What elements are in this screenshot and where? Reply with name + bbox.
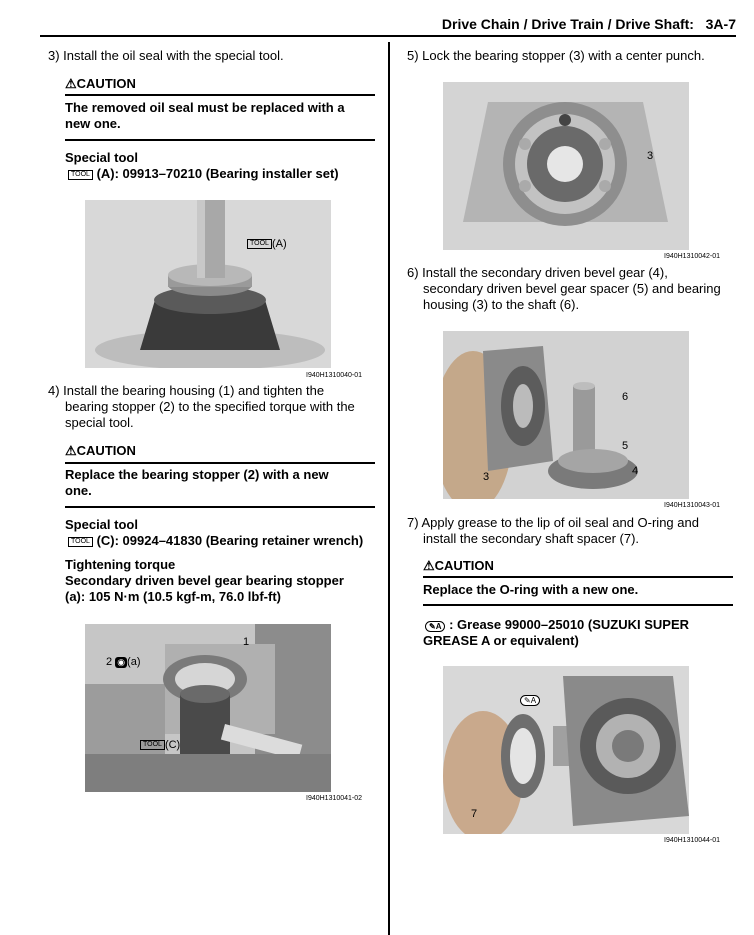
oil-seal-install-illustration bbox=[85, 200, 331, 368]
warning-triangle-icon: ⚠ bbox=[65, 76, 77, 91]
fig5-callout-7: 7 bbox=[471, 808, 478, 820]
special-tool-1-text: (A): 09913–70210 (Bearing installer set) bbox=[96, 166, 339, 181]
caution-2-top-rule bbox=[65, 462, 375, 464]
tool-icon: TOOL bbox=[68, 170, 93, 180]
grease-text-l1: : Grease 99000–25010 (SUZUKI SUPER bbox=[449, 617, 690, 632]
special-tool-2-title: Special tool bbox=[65, 517, 138, 532]
caution-3-text: Replace the O-ring with a new one. bbox=[423, 582, 639, 597]
step-6-l1: 6) Install the secondary driven bevel gear (4), bbox=[407, 265, 668, 280]
fig4-callout-5: 5 bbox=[622, 440, 629, 452]
fig4-callout-4: 4 bbox=[632, 465, 639, 477]
grease-icon: ✎A bbox=[520, 695, 540, 706]
fig2-callout-2-text: 2 bbox=[106, 656, 113, 668]
fig2-callout-c bbox=[140, 739, 180, 751]
warning-triangle-icon: ⚠ bbox=[423, 558, 435, 573]
fig1-callout-a bbox=[247, 238, 287, 250]
caution-1-text-l2: new one. bbox=[65, 116, 121, 131]
caution-3-heading bbox=[423, 558, 494, 574]
step-7-l2: install the secondary shaft spacer (7). bbox=[423, 531, 640, 546]
center-punch-illustration bbox=[443, 82, 689, 250]
step-4-l1: 4) Install the bearing housing (1) and tighten the bbox=[48, 383, 325, 398]
figure-bearing-stopper bbox=[85, 624, 331, 792]
fig2-callout-c-text: (C) bbox=[164, 739, 181, 751]
caution-1-text-l1: The removed oil seal must be replaced with a bbox=[65, 100, 345, 115]
figure-oil-seal-install bbox=[85, 200, 331, 368]
caution-1-label: CAUTION bbox=[76, 76, 136, 91]
tightening-torque-l1: Secondary driven bevel gear bearing stopper bbox=[65, 573, 344, 588]
tool-icon: TOOL bbox=[140, 740, 165, 750]
caution-3-label: CAUTION bbox=[434, 558, 494, 573]
figure-2-id: I940H1310041-02 bbox=[306, 795, 363, 802]
step-5: 5) Lock the bearing stopper (3) with a center punch. bbox=[407, 48, 705, 63]
fig5-callout-a bbox=[520, 694, 540, 706]
figure-5-id: I940H1310044-01 bbox=[664, 837, 721, 844]
step-3: 3) Install the oil seal with the special tool. bbox=[48, 48, 284, 63]
caution-1-heading bbox=[65, 76, 136, 92]
caution-3-bottom-rule bbox=[423, 604, 733, 606]
fig2-callout-1: 1 bbox=[243, 636, 250, 648]
caution-2-text-l2: one. bbox=[65, 483, 92, 498]
caution-2-bottom-rule bbox=[65, 506, 375, 508]
figure-center-punch bbox=[443, 82, 689, 250]
fig1-callout-a-text: (A) bbox=[271, 238, 287, 250]
grease-icon: ✎A bbox=[425, 621, 445, 632]
grease-line-2: GREASE A or equivalent) bbox=[423, 633, 579, 648]
bearing-stopper-illustration bbox=[85, 624, 331, 792]
caution-1-bottom-rule bbox=[65, 139, 375, 141]
fig4-callout-6: 6 bbox=[622, 391, 629, 403]
figure-bevel-gear-install bbox=[443, 331, 689, 499]
step-7-l1: 7) Apply grease to the lip of oil seal and O-ring and bbox=[407, 515, 699, 530]
fig3-callout-3: 3 bbox=[647, 150, 654, 162]
step-4-l2: bearing stopper (2) to the specified torque with the bbox=[65, 399, 355, 414]
column-divider bbox=[388, 42, 390, 935]
header-rule bbox=[40, 35, 736, 37]
figure-secondary-shaft-spacer bbox=[443, 666, 689, 834]
special-tool-1-title: Special tool bbox=[65, 150, 138, 165]
figure-1-id: I940H1310040-01 bbox=[306, 372, 363, 379]
step-6-l3: housing (3) to the shaft (6). bbox=[423, 297, 580, 312]
caution-2-text-l1: Replace the bearing stopper (2) with a new bbox=[65, 467, 329, 482]
figure-3-id: I940H1310042-01 bbox=[664, 253, 721, 260]
special-tool-2-line bbox=[68, 533, 363, 549]
step-6-l2: secondary driven bevel gear spacer (5) and bearing bbox=[423, 281, 721, 296]
special-tool-2-text: (C): 09924–41830 (Bearing retainer wrench) bbox=[96, 533, 364, 548]
fig5-callout-a-letter: A bbox=[530, 696, 537, 705]
tightening-torque-title: Tightening torque bbox=[65, 557, 176, 572]
fig2-callout-2 bbox=[106, 656, 141, 668]
caution-1-top-rule bbox=[65, 94, 375, 96]
shaft-spacer-illustration bbox=[443, 666, 689, 834]
torque-wrench-icon: ◉ bbox=[117, 657, 126, 667]
warning-triangle-icon: ⚠ bbox=[65, 443, 77, 458]
bevel-gear-illustration bbox=[443, 331, 689, 499]
tightening-torque-l2: (a): 105 N·m (10.5 kgf-m, 76.0 lbf-ft) bbox=[65, 589, 281, 604]
tool-icon: TOOL bbox=[68, 537, 93, 547]
tool-icon: TOOL bbox=[247, 239, 272, 249]
caution-2-heading bbox=[65, 443, 136, 459]
grease-line-1 bbox=[425, 617, 689, 633]
step-4-l3: special tool. bbox=[65, 415, 134, 430]
figure-4-id: I940H1310043-01 bbox=[664, 502, 721, 509]
fig2-callout-a-text: (a) bbox=[127, 656, 141, 668]
fig4-callout-3: 3 bbox=[483, 471, 490, 483]
page-number: 3A-7 bbox=[705, 16, 736, 32]
header-title: Drive Chain / Drive Train / Drive Shaft: bbox=[441, 16, 694, 32]
caution-2-label: CAUTION bbox=[76, 443, 136, 458]
special-tool-1-line bbox=[68, 166, 339, 182]
caution-3-top-rule bbox=[423, 576, 733, 578]
grease-icon-letter: A bbox=[435, 622, 442, 631]
page-header bbox=[442, 16, 736, 32]
